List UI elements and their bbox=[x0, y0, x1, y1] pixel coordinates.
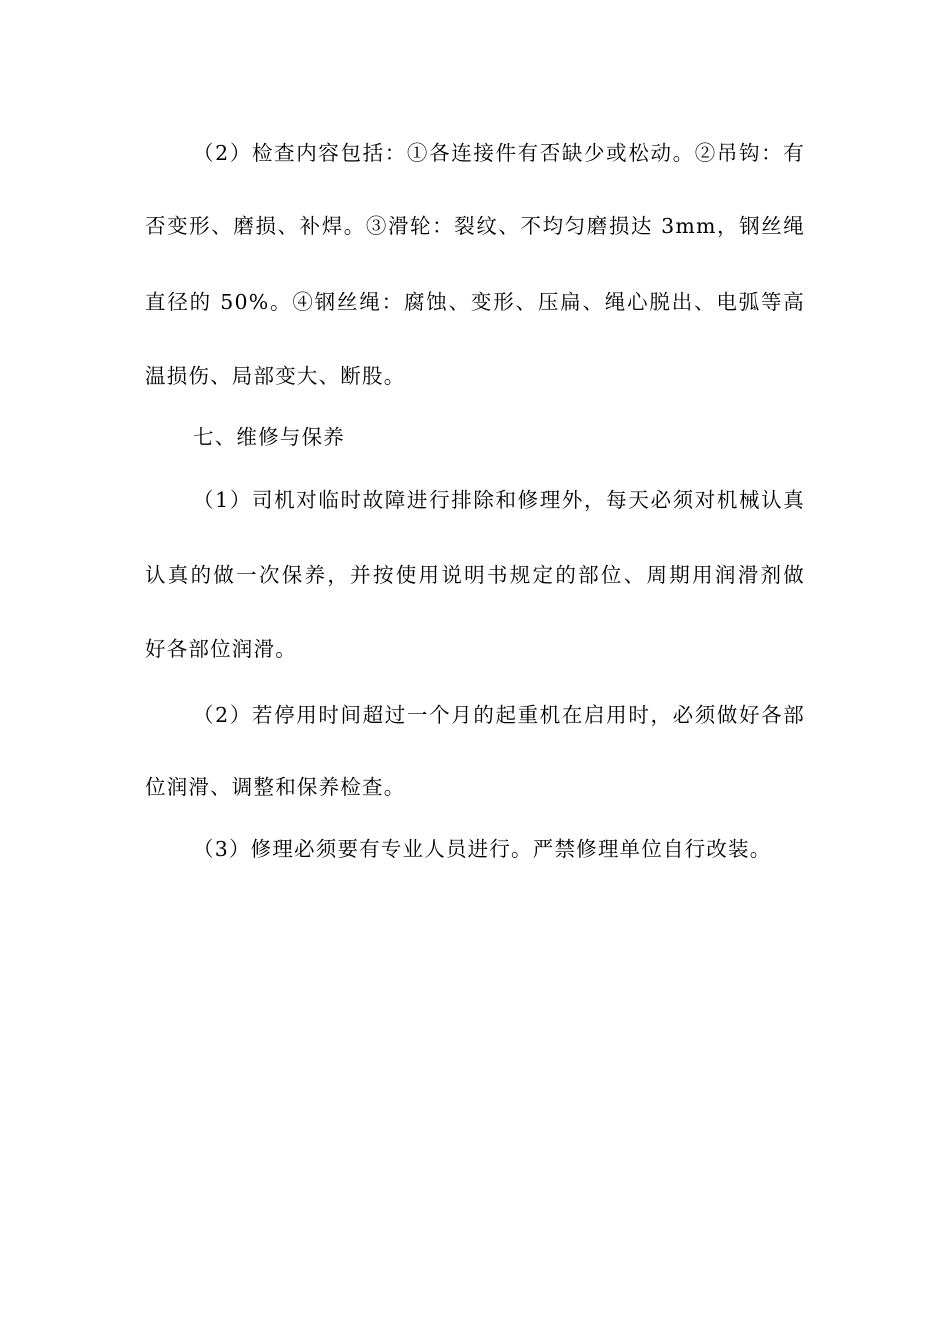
paragraph-line: （1）司机对临时故障进行排除和修理外，每天必须对机械认真 bbox=[193, 488, 805, 512]
paragraph-line: （3）修理必须要有专业人员进行。严禁修理单位自行改装。 bbox=[193, 837, 772, 861]
paragraph-line: 认真的做一次保养，并按使用说明书规定的部位、周期用润滑剂做 bbox=[145, 563, 805, 587]
paragraph-line: 好各部位润滑。 bbox=[145, 637, 297, 661]
paragraph-line: 温损伤、局部变大、断股。 bbox=[145, 364, 406, 388]
paragraph-line: 直径的 50%。④钢丝绳：腐蚀、变形、压扁、绳心脱出、电弧等高 bbox=[145, 290, 805, 314]
section-heading: 七、维修与保养 bbox=[193, 425, 345, 449]
paragraph-line: （2）若停用时间超过一个月的起重机在启用时，必须做好各部 bbox=[193, 703, 805, 727]
paragraph-line: （2）检查内容包括：①各连接件有否缺少或松动。②吊钩：有 bbox=[193, 141, 805, 165]
paragraph-line: 否变形、磨损、补焊。③滑轮：裂纹、不均匀磨损达 3mm，钢丝绳 bbox=[145, 214, 805, 238]
paragraph-line: 位润滑、调整和保养检查。 bbox=[145, 775, 406, 799]
